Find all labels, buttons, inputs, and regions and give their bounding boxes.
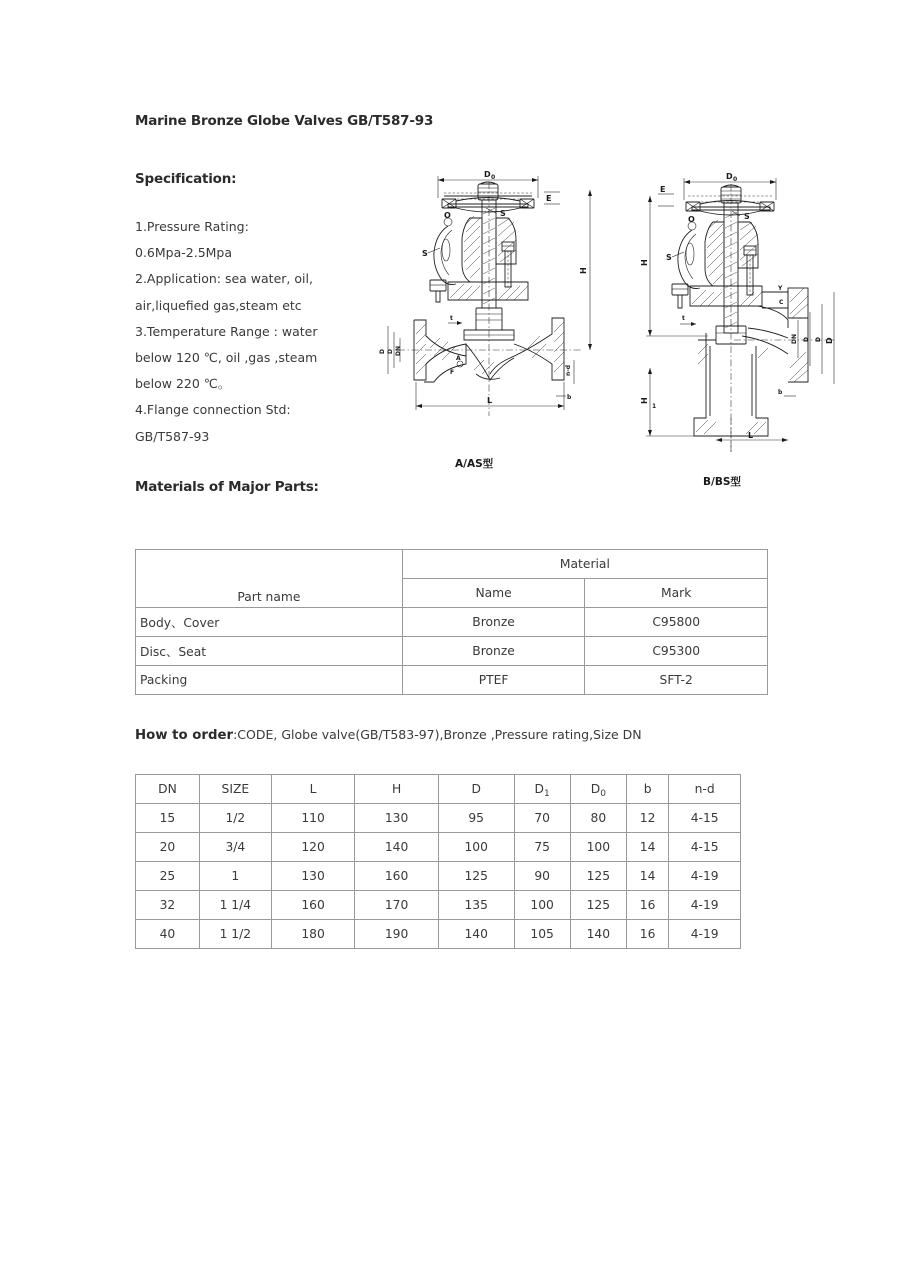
cell-d1: 100 [514,891,570,920]
spec-line: below 220 ℃。 [135,376,231,392]
cell-b: 16 [626,891,668,920]
how-to-order [135,727,642,743]
dimensions-table [135,774,741,949]
valve-body [398,318,583,382]
cell-size: 1 1/2 [199,920,271,949]
cell-h: 130 [355,804,439,833]
svg-text:E: E [546,194,552,203]
spec-line: 1.Pressure Rating: [135,219,249,234]
bonnet-flange [430,280,528,302]
cell-size: 1 [199,862,271,891]
svg-text:F: F [450,369,455,376]
svg-text:S: S [422,249,428,258]
dimension-height [640,196,708,436]
svg-text:H: H [640,259,649,266]
header-d1 [514,775,570,804]
cell-size: 3/4 [199,833,271,862]
cell-l: 130 [271,862,355,891]
header-l: L [271,775,355,804]
svg-text:H: H [579,267,588,274]
cell-nd: 4-19 [669,891,741,920]
cell-h: 140 [355,833,439,862]
valve-drawing-bbs [638,168,872,472]
cell-b: 16 [626,920,668,949]
cell-part-name: Body、Cover [136,608,403,637]
cell-d: 140 [438,920,514,949]
cell-h: 190 [355,920,439,949]
cell-material-name: Bronze [402,608,585,637]
cell-material-name: PTEF [402,666,585,695]
table-row [136,608,768,637]
materials-heading: Materials of Major Parts: [135,479,319,495]
svg-text:O: O [688,215,695,224]
cell-d1: 75 [514,833,570,862]
how-to-order-text: :CODE, Globe valve(GB/T583-97),Bronze ,Pressure rating,Size DN [233,727,642,742]
header-dn: DN [136,775,200,804]
cell-b: 14 [626,862,668,891]
dimension-left-flanges [379,326,402,374]
dimension-right [556,190,592,401]
cell-d1: 70 [514,804,570,833]
cell-dn: 25 [136,862,200,891]
svg-text:D: D [379,349,386,354]
svg-text:S: S [500,209,506,218]
cell-dn: 15 [136,804,200,833]
svg-text:t: t [450,315,453,322]
cell-l: 180 [271,920,355,949]
svg-text:E: E [660,185,666,194]
header-size: SIZE [199,775,271,804]
cell-dn: 40 [136,920,200,949]
svg-text:D: D [803,337,810,342]
table-row [136,891,741,920]
svg-text:D: D [484,170,491,179]
specification-list [135,214,385,450]
spec-line: 3.Temperature Range : water [135,323,318,339]
cell-material-mark: C95800 [585,608,768,637]
svg-text:DN: DN [791,333,798,344]
valve-stem [482,182,496,416]
angle-valve-svg [638,168,872,468]
header-h: H [355,775,439,804]
cell-b: 12 [626,804,668,833]
cell-nd: 4-19 [669,920,741,949]
header-d0-base: D [590,782,601,796]
cell-d1: 105 [514,920,570,949]
cell-d: 95 [438,804,514,833]
cell-nd: 4-19 [669,862,741,891]
drawing-caption-bbs: B/BS型 [703,476,741,488]
svg-text:Y: Y [778,285,783,292]
header-part-name: Part name [136,550,403,608]
cell-size: 1/2 [199,804,271,833]
cell-material-mark: SFT-2 [585,666,768,695]
cell-part-name: Packing [136,666,403,695]
svg-text:D: D [815,337,822,342]
header-d1-base: D [534,782,545,796]
table-row [136,833,741,862]
disc-and-seat [448,308,514,340]
header-d0 [570,775,626,804]
header-d: D [438,775,514,804]
bonnet-bolt [502,242,514,287]
table-row [136,666,768,695]
cell-h: 170 [355,891,439,920]
spec-line: 0.6Mpa-2.5Mpa [135,245,233,261]
header-b: b [626,775,668,804]
cell-dn: 32 [136,891,200,920]
specification-heading: Specification: [135,171,237,187]
svg-text:n-d: n-d [565,364,572,376]
outlet-branch [734,285,834,382]
valve-drawing-aas [378,168,628,462]
svg-text:O: O [444,211,451,220]
cell-d1: 90 [514,862,570,891]
svg-text:0: 0 [491,174,496,181]
cell-d: 100 [438,833,514,862]
spec-line: air,liquefied gas,steam etc [135,297,302,313]
cell-dn: 20 [136,833,200,862]
cell-h: 160 [355,862,439,891]
table-header-row [136,775,741,804]
table-row [136,804,741,833]
spec-line: 4.Flange connection Std: [135,402,291,418]
table-row [136,637,768,666]
svg-text:A: A [456,355,461,362]
svg-text:L: L [748,431,754,440]
table-row [136,920,741,949]
cell-part-name: Disc、Seat [136,637,403,666]
spec-line: below 120 ℃, oil ,gas ,steam [135,350,318,366]
cell-d0: 125 [570,862,626,891]
cell-nd: 4-15 [669,804,741,833]
svg-text:b: b [567,394,572,401]
bonnet-bolt [744,246,756,295]
header-material: Material [402,550,767,579]
cell-b: 14 [626,833,668,862]
cell-d0: 140 [570,920,626,949]
dimension-right-flanges [791,292,834,384]
globe-valve-svg [378,168,628,458]
svg-text:L: L [487,396,493,405]
cell-d0: 100 [570,833,626,862]
table-row [136,862,741,891]
svg-text:1: 1 [652,403,657,410]
page-title: Marine Bronze Globe Valves GB/T587-93 [135,113,434,129]
header-material-name: Name [402,579,585,608]
svg-text:0: 0 [733,176,738,183]
cell-nd: 4-15 [669,833,741,862]
svg-text:D: D [387,349,394,354]
header-material-mark: Mark [585,579,768,608]
svg-text:D: D [825,337,834,344]
svg-text:t: t [682,315,685,322]
svg-text:D: D [726,172,733,181]
cell-material-mark: C95300 [585,637,768,666]
cell-d0: 80 [570,804,626,833]
cell-l: 160 [271,891,355,920]
header-d1-sub: 1 [544,789,550,799]
cell-l: 120 [271,833,355,862]
spec-line: 2.Application: sea water, oil, [135,271,313,287]
cell-d0: 125 [570,891,626,920]
bonnet-flange [672,284,762,308]
cell-size: 1 1/4 [199,891,271,920]
header-nd: n-d [669,775,741,804]
drawing-caption-aas: A/AS型 [455,458,494,470]
cell-d: 135 [438,891,514,920]
dimension-length [416,382,564,410]
how-to-order-label: How to order [135,728,234,743]
cell-material-name: Bronze [402,637,585,666]
table-header-row [136,550,768,579]
svg-text:S: S [744,212,750,221]
dimension-lines-top [438,170,560,204]
valve-stem [724,184,738,454]
svg-text:b: b [778,389,783,396]
spec-line: GB/T587-93 [135,428,210,444]
svg-text:DN: DN [395,345,402,356]
cell-l: 110 [271,804,355,833]
header-d0-sub: 0 [600,789,606,799]
svg-text:H: H [640,397,649,404]
materials-table [135,549,768,695]
cell-d: 125 [438,862,514,891]
svg-text:C: C [779,299,784,306]
svg-text:S: S [666,253,672,262]
